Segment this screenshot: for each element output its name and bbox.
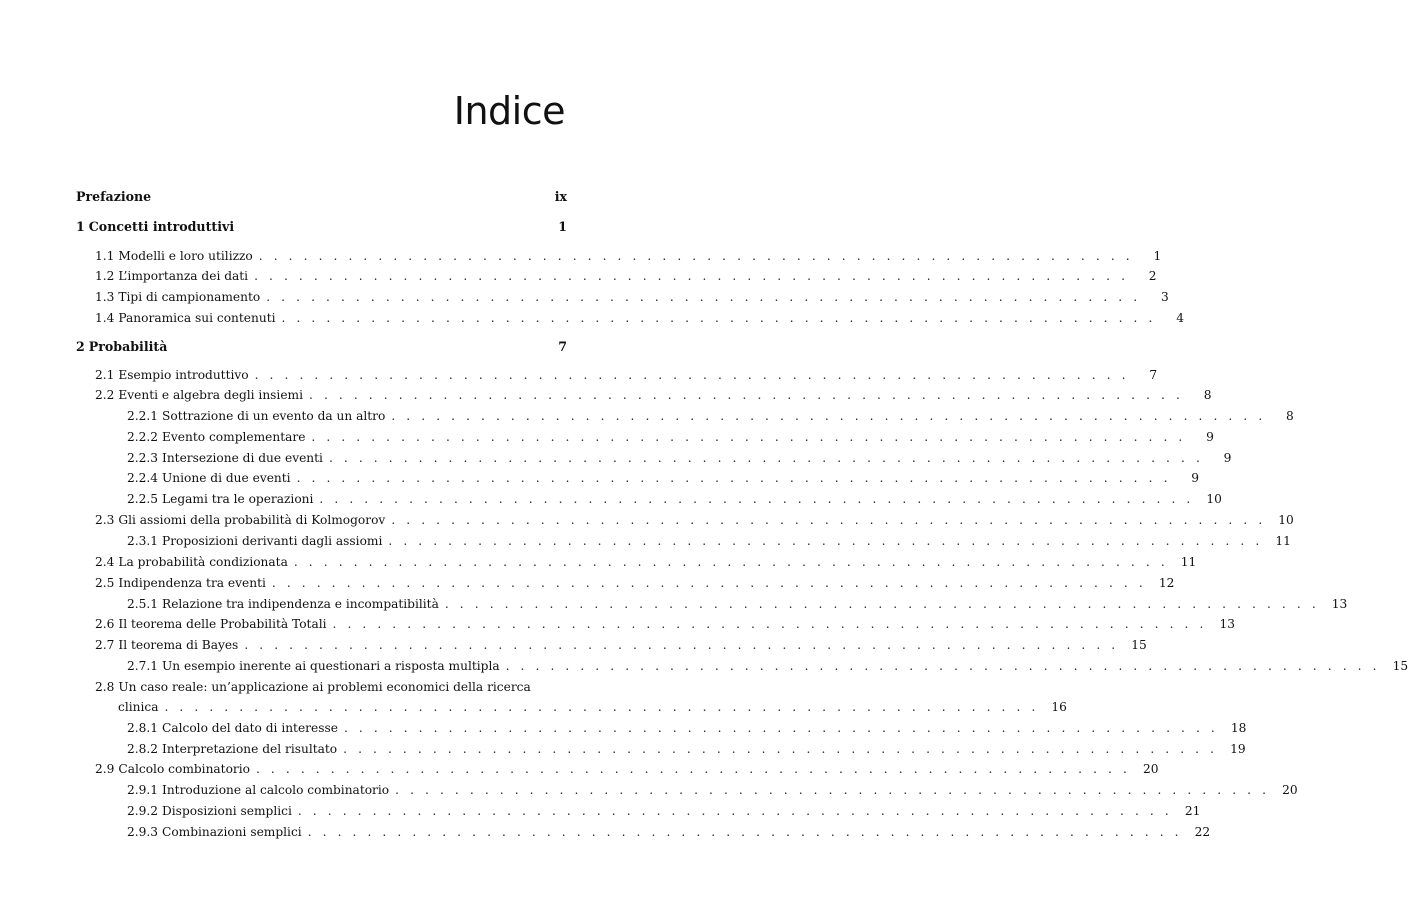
dot-leader: . . . . . . . . . . . . . . . . . . . . . . . . . . . . . . . . . . . . . . . . . . . . . . . . . . . . . . . . . . .	[332, 617, 1207, 631]
dot-leader: . . . . . . . . . . . . . . . . . . . . . . . . . . . . . . . . . . . . . . . . . . . . . . . . . . . . . . . . . . .	[271, 576, 1147, 590]
dot-leader: . . . . . . . . . . . . . . . . . . . . . . . . . . . . . . . . . . . . . . . . . . . . . . . . . . . . . . . . . . .	[164, 700, 1039, 714]
dot-leader: . . . . . . . . . . . . . . . . . . . . . . . . . . . . . . . . . . . . . . . . . . . . . . . . . . . . . . . . . . .	[254, 269, 1129, 283]
toc-entry-title: Legami tra le operazioni	[162, 492, 314, 506]
toc-section-2-9[interactable]	[95, 759, 1159, 779]
toc-chapter-2[interactable]	[76, 337, 567, 357]
toc-entry-number: 2.8	[95, 680, 115, 694]
toc-entry-number: 2.9.3	[127, 825, 159, 839]
dot-leader: . . . . . . . . . . . . . . . . . . . . . . . . . . . . . . . . . . . . . . . . . . . . . . . . . . . . . . . . . . .	[293, 555, 1169, 569]
toc-entry-number: 2.2.1	[127, 409, 159, 423]
toc-entry-number: 2.7	[95, 638, 115, 652]
toc-entry-title: Concetti introduttivi	[88, 219, 235, 234]
toc-chapter-1[interactable]	[76, 217, 567, 237]
toc-entry-page: 7	[558, 339, 567, 354]
toc-entry-number: 2.8.2	[127, 742, 159, 756]
toc-entry-number: 1.2	[95, 269, 115, 283]
toc-entry-title: Il teorema di Bayes	[118, 638, 239, 652]
toc-entry-page: 12	[1158, 576, 1175, 590]
toc-entry-number: 2.9	[95, 762, 115, 776]
toc-section-1-2[interactable]	[95, 266, 1157, 286]
toc-entry-title: Eventi e algebra degli insiemi	[118, 388, 303, 402]
toc-entry-title: Un esempio inerente ai questionari a risposta multipla	[162, 659, 500, 673]
dot-leader: . . . . . . . . . . . . . . . . . . . . . . . . . . . . . . . . . . . . . . . . . . . . . . . . . . . . . . . . . . .	[388, 534, 1263, 548]
dot-leader: . . . . . . . . . . . . . . . . . . . . . . . . . . . . . . . . . . . . . . . . . . . . . . . . . . . . . . . . . . .	[266, 290, 1141, 304]
toc-subsection-2-9-3[interactable]	[127, 822, 1211, 842]
toc-entry-number: 2.9.2	[127, 804, 159, 818]
toc-section-2-5[interactable]	[95, 573, 1175, 593]
toc-entry-title: Proposizioni derivanti dagli assiomi	[162, 534, 383, 548]
dot-leader: . . . . . . . . . . . . . . . . . . . . . . . . . . . . . . . . . . . . . . . . . . . . . . . . . . . . . . . . . . .	[505, 659, 1381, 673]
toc-entry-number: 2.1	[95, 368, 115, 382]
dot-leader: . . . . . . . . . . . . . . . . . . . . . . . . . . . . . . . . . . . . . . . . . . . . . . . . . . . . . . . . . . .	[343, 742, 1218, 756]
toc-section-2-6[interactable]	[95, 614, 1235, 634]
toc-entry-title: Calcolo del dato di interesse	[162, 721, 338, 735]
toc-entry-title: clinica	[118, 700, 159, 714]
toc-entry-title: Prefazione	[76, 189, 152, 204]
toc-entry-page: 9	[1206, 430, 1214, 444]
toc-entry-title: Combinazioni semplici	[162, 825, 302, 839]
toc-subsection-2-2-1[interactable]	[127, 406, 1294, 426]
dot-leader: . . . . . . . . . . . . . . . . . . . . . . . . . . . . . . . . . . . . . . . . . . . . . . . . . . . . . . . . . . .	[254, 368, 1130, 382]
toc-entry-number: 1.1	[95, 249, 115, 263]
toc-entry-page: 1	[1153, 249, 1162, 263]
toc-entry-title: Calcolo combinatorio	[118, 762, 250, 776]
toc-entry-page: 10	[1278, 513, 1294, 527]
toc-entry-page: 18	[1230, 721, 1247, 735]
toc-entry-title: Un caso reale: un’applicazione ai problemi economici della ricerca	[118, 680, 531, 694]
dot-leader: . . . . . . . . . . . . . . . . . . . . . . . . . . . . . . . . . . . . . . . . . . . . . . . . . . . . . . . . . . .	[311, 430, 1186, 444]
toc-entry-title: Evento complementare	[162, 430, 306, 444]
dot-leader: . . . . . . . . . . . . . . . . . . . . . . . . . . . . . . . . . . . . . . . . . . . . . . . . . . . . . . . . . . .	[297, 804, 1173, 818]
toc-entry-number: 1.4	[95, 311, 115, 325]
toc-entry-page: 1	[558, 219, 567, 234]
toc-entry-number: 2.7.1	[127, 659, 159, 673]
toc-entry-number: 2.3	[95, 513, 115, 527]
toc-entry-page: 2	[1148, 269, 1157, 283]
toc-entry-number: 2.2.2	[127, 430, 159, 444]
toc-entry-title: Indipendenza tra eventi	[118, 576, 266, 590]
dot-leader: . . . . . . . . . . . . . . . . . . . . . . . . . . . . . . . . . . . . . . . . . . . . . . . . . . . . . . . . . . .	[255, 762, 1131, 776]
toc-entry-page: 8	[1203, 388, 1212, 402]
dot-leader: . . . . . . . . . . . . . . . . . . . . . . . . . . . . . . . . . . . . . . . . . . . . . . . . . . . . . . . . . . .	[309, 388, 1184, 402]
toc-section-2-3[interactable]	[95, 510, 1294, 530]
dot-leader: . . . . . . . . . . . . . . . . . . . . . . . . . . . . . . . . . . . . . . . . . . . . . . . . . . . . . . . . . . .	[258, 249, 1134, 263]
toc-entry-page: 9	[1191, 471, 1200, 485]
toc-entry-page: 20	[1282, 783, 1298, 797]
toc-entry-page: 11	[1275, 534, 1291, 548]
toc-entry-page: 4	[1176, 311, 1184, 325]
toc-subsection-2-3-1[interactable]	[127, 531, 1291, 551]
toc-entry-prefazione[interactable]	[76, 187, 567, 207]
toc-entry-page: 8	[1286, 409, 1294, 423]
toc-entry-title: Intersezione di due eventi	[162, 451, 323, 465]
toc-entry-page: 9	[1223, 451, 1232, 465]
dot-leader: . . . . . . . . . . . . . . . . . . . . . . . . . . . . . . . . . . . . . . . . . . . . . . . . . . . . . . . . . . .	[391, 409, 1266, 423]
toc-subsection-2-8-1[interactable]	[127, 718, 1247, 738]
toc-entry-page: 20	[1142, 762, 1159, 776]
toc-section-1-4[interactable]	[95, 308, 1184, 328]
toc-entry-number: 2.8.1	[127, 721, 159, 735]
toc-entry-page: 3	[1160, 290, 1169, 304]
toc-entry-page: 21	[1184, 804, 1201, 818]
toc-section-2-2[interactable]	[95, 385, 1212, 405]
toc-entry-number: 1	[76, 219, 85, 234]
toc-entry-page: 19	[1230, 742, 1246, 756]
dot-leader: . . . . . . . . . . . . . . . . . . . . . . . . . . . . . . . . . . . . . . . . . . . . . . . . . . . . . . . . . . .	[444, 597, 1320, 611]
toc-entry-title: Modelli e loro utilizzo	[118, 249, 253, 263]
dot-leader: . . . . . . . . . . . . . . . . . . . . . . . . . . . . . . . . . . . . . . . . . . . . . . . . . . . . . . . . . . .	[307, 825, 1183, 839]
toc-section-2-8-continuation[interactable]	[118, 697, 1067, 717]
toc-section-2-4[interactable]	[95, 552, 1197, 572]
toc-section-2-8[interactable]	[95, 677, 567, 697]
toc-entry-title: Unione di due eventi	[162, 471, 291, 485]
toc-entry-title: Panoramica sui contenuti	[118, 311, 276, 325]
toc-entry-number: 2.5	[95, 576, 115, 590]
toc-entry-page: ix	[554, 189, 567, 204]
toc-entry-title: Il teorema delle Probabilità Totali	[118, 617, 327, 631]
toc-entry-page: 15	[1392, 659, 1408, 673]
toc-subsection-2-8-2[interactable]	[127, 739, 1246, 759]
toc-entry-title: Sottrazione di un evento da un altro	[162, 409, 386, 423]
toc-entry-number: 2.2.3	[127, 451, 159, 465]
dot-leader: . . . . . . . . . . . . . . . . . . . . . . . . . . . . . . . . . . . . . . . . . . . . . . . . . . . . . . . . . . .	[328, 451, 1204, 465]
toc-entry-page: 11	[1180, 555, 1197, 569]
toc-subsection-2-9-2[interactable]	[127, 801, 1201, 821]
dot-leader: . . . . . . . . . . . . . . . . . . . . . . . . . . . . . . . . . . . . . . . . . . . . . . . . . . . . . . . . . . .	[281, 311, 1156, 325]
toc-entry-title: Relazione tra indipendenza e incompatibilità	[162, 597, 439, 611]
toc-entry-number: 2.4	[95, 555, 115, 569]
toc-entry-number: 2.9.1	[127, 783, 159, 797]
dot-leader: . . . . . . . . . . . . . . . . . . . . . . . . . . . . . . . . . . . . . . . . . . . . . . . . . . . . . . . . . . .	[244, 638, 1119, 652]
toc-entry-page: 13	[1219, 617, 1235, 631]
toc-entry-title: Esempio introduttivo	[118, 368, 249, 382]
toc-entry-page: 22	[1194, 825, 1211, 839]
toc-entry-number: 2	[76, 339, 85, 354]
toc-subsection-2-2-4[interactable]	[127, 468, 1200, 488]
toc-entry-page: 16	[1051, 700, 1067, 714]
dot-leader: . . . . . . . . . . . . . . . . . . . . . . . . . . . . . . . . . . . . . . . . . . . . . . . . . . . . . . . . . . .	[296, 471, 1172, 485]
toc-entry-number: 2.2.4	[127, 471, 159, 485]
toc-section-2-7[interactable]	[95, 635, 1147, 655]
toc-entry-number: 2.2.5	[127, 492, 159, 506]
toc-entry-page: 7	[1149, 368, 1158, 382]
dot-leader: . . . . . . . . . . . . . . . . . . . . . . . . . . . . . . . . . . . . . . . . . . . . . . . . . . . . . . . . . . .	[395, 783, 1270, 797]
toc-entry-number: 2.2	[95, 388, 115, 402]
dot-leader: . . . . . . . . . . . . . . . . . . . . . . . . . . . . . . . . . . . . . . . . . . . . . . . . . . . . . . . . . . .	[319, 492, 1194, 506]
toc-entry-title: Gli assiomi della probabilità di Kolmogorov	[118, 513, 386, 527]
toc-entry-title: Probabilità	[88, 339, 168, 354]
toc-section-1-3[interactable]	[95, 287, 1169, 307]
toc-entry-page: 15	[1131, 638, 1147, 652]
toc-entry-page: 13	[1331, 597, 1348, 611]
toc-section-1-1[interactable]	[95, 246, 1162, 266]
toc-entry-title: Disposizioni semplici	[162, 804, 292, 818]
toc-entry-title: L’importanza dei dati	[118, 269, 249, 283]
toc-entry-title: Tipi di campionamento	[118, 290, 261, 304]
toc-subsection-2-2-5[interactable]	[127, 489, 1222, 509]
toc-entry-number: 2.3.1	[127, 534, 159, 548]
toc-entry-title: Introduzione al calcolo combinatorio	[162, 783, 390, 797]
toc-subsection-2-2-3[interactable]	[127, 448, 1232, 468]
toc-subsection-2-9-1[interactable]	[127, 780, 1298, 800]
toc-section-2-1[interactable]	[95, 365, 1158, 385]
toc-entry-page: 10	[1206, 492, 1222, 506]
toc-subsection-2-5-1[interactable]	[127, 594, 1348, 614]
toc-entry-number: 2.6	[95, 617, 115, 631]
toc-subsection-2-2-2[interactable]	[127, 427, 1214, 447]
toc-entry-title: Interpretazione del risultato	[162, 742, 338, 756]
toc-entry-title: La probabilità condizionata	[118, 555, 288, 569]
toc-subsection-2-7-1[interactable]	[127, 656, 1408, 676]
toc-entry-number: 1.3	[95, 290, 115, 304]
dot-leader: . . . . . . . . . . . . . . . . . . . . . . . . . . . . . . . . . . . . . . . . . . . . . . . . . . . . . . . . . . .	[391, 513, 1266, 527]
dot-leader: . . . . . . . . . . . . . . . . . . . . . . . . . . . . . . . . . . . . . . . . . . . . . . . . . . . . . . . . . . .	[343, 721, 1219, 735]
toc-entry-number: 2.5.1	[127, 597, 159, 611]
page-title: Indice	[453, 89, 565, 133]
